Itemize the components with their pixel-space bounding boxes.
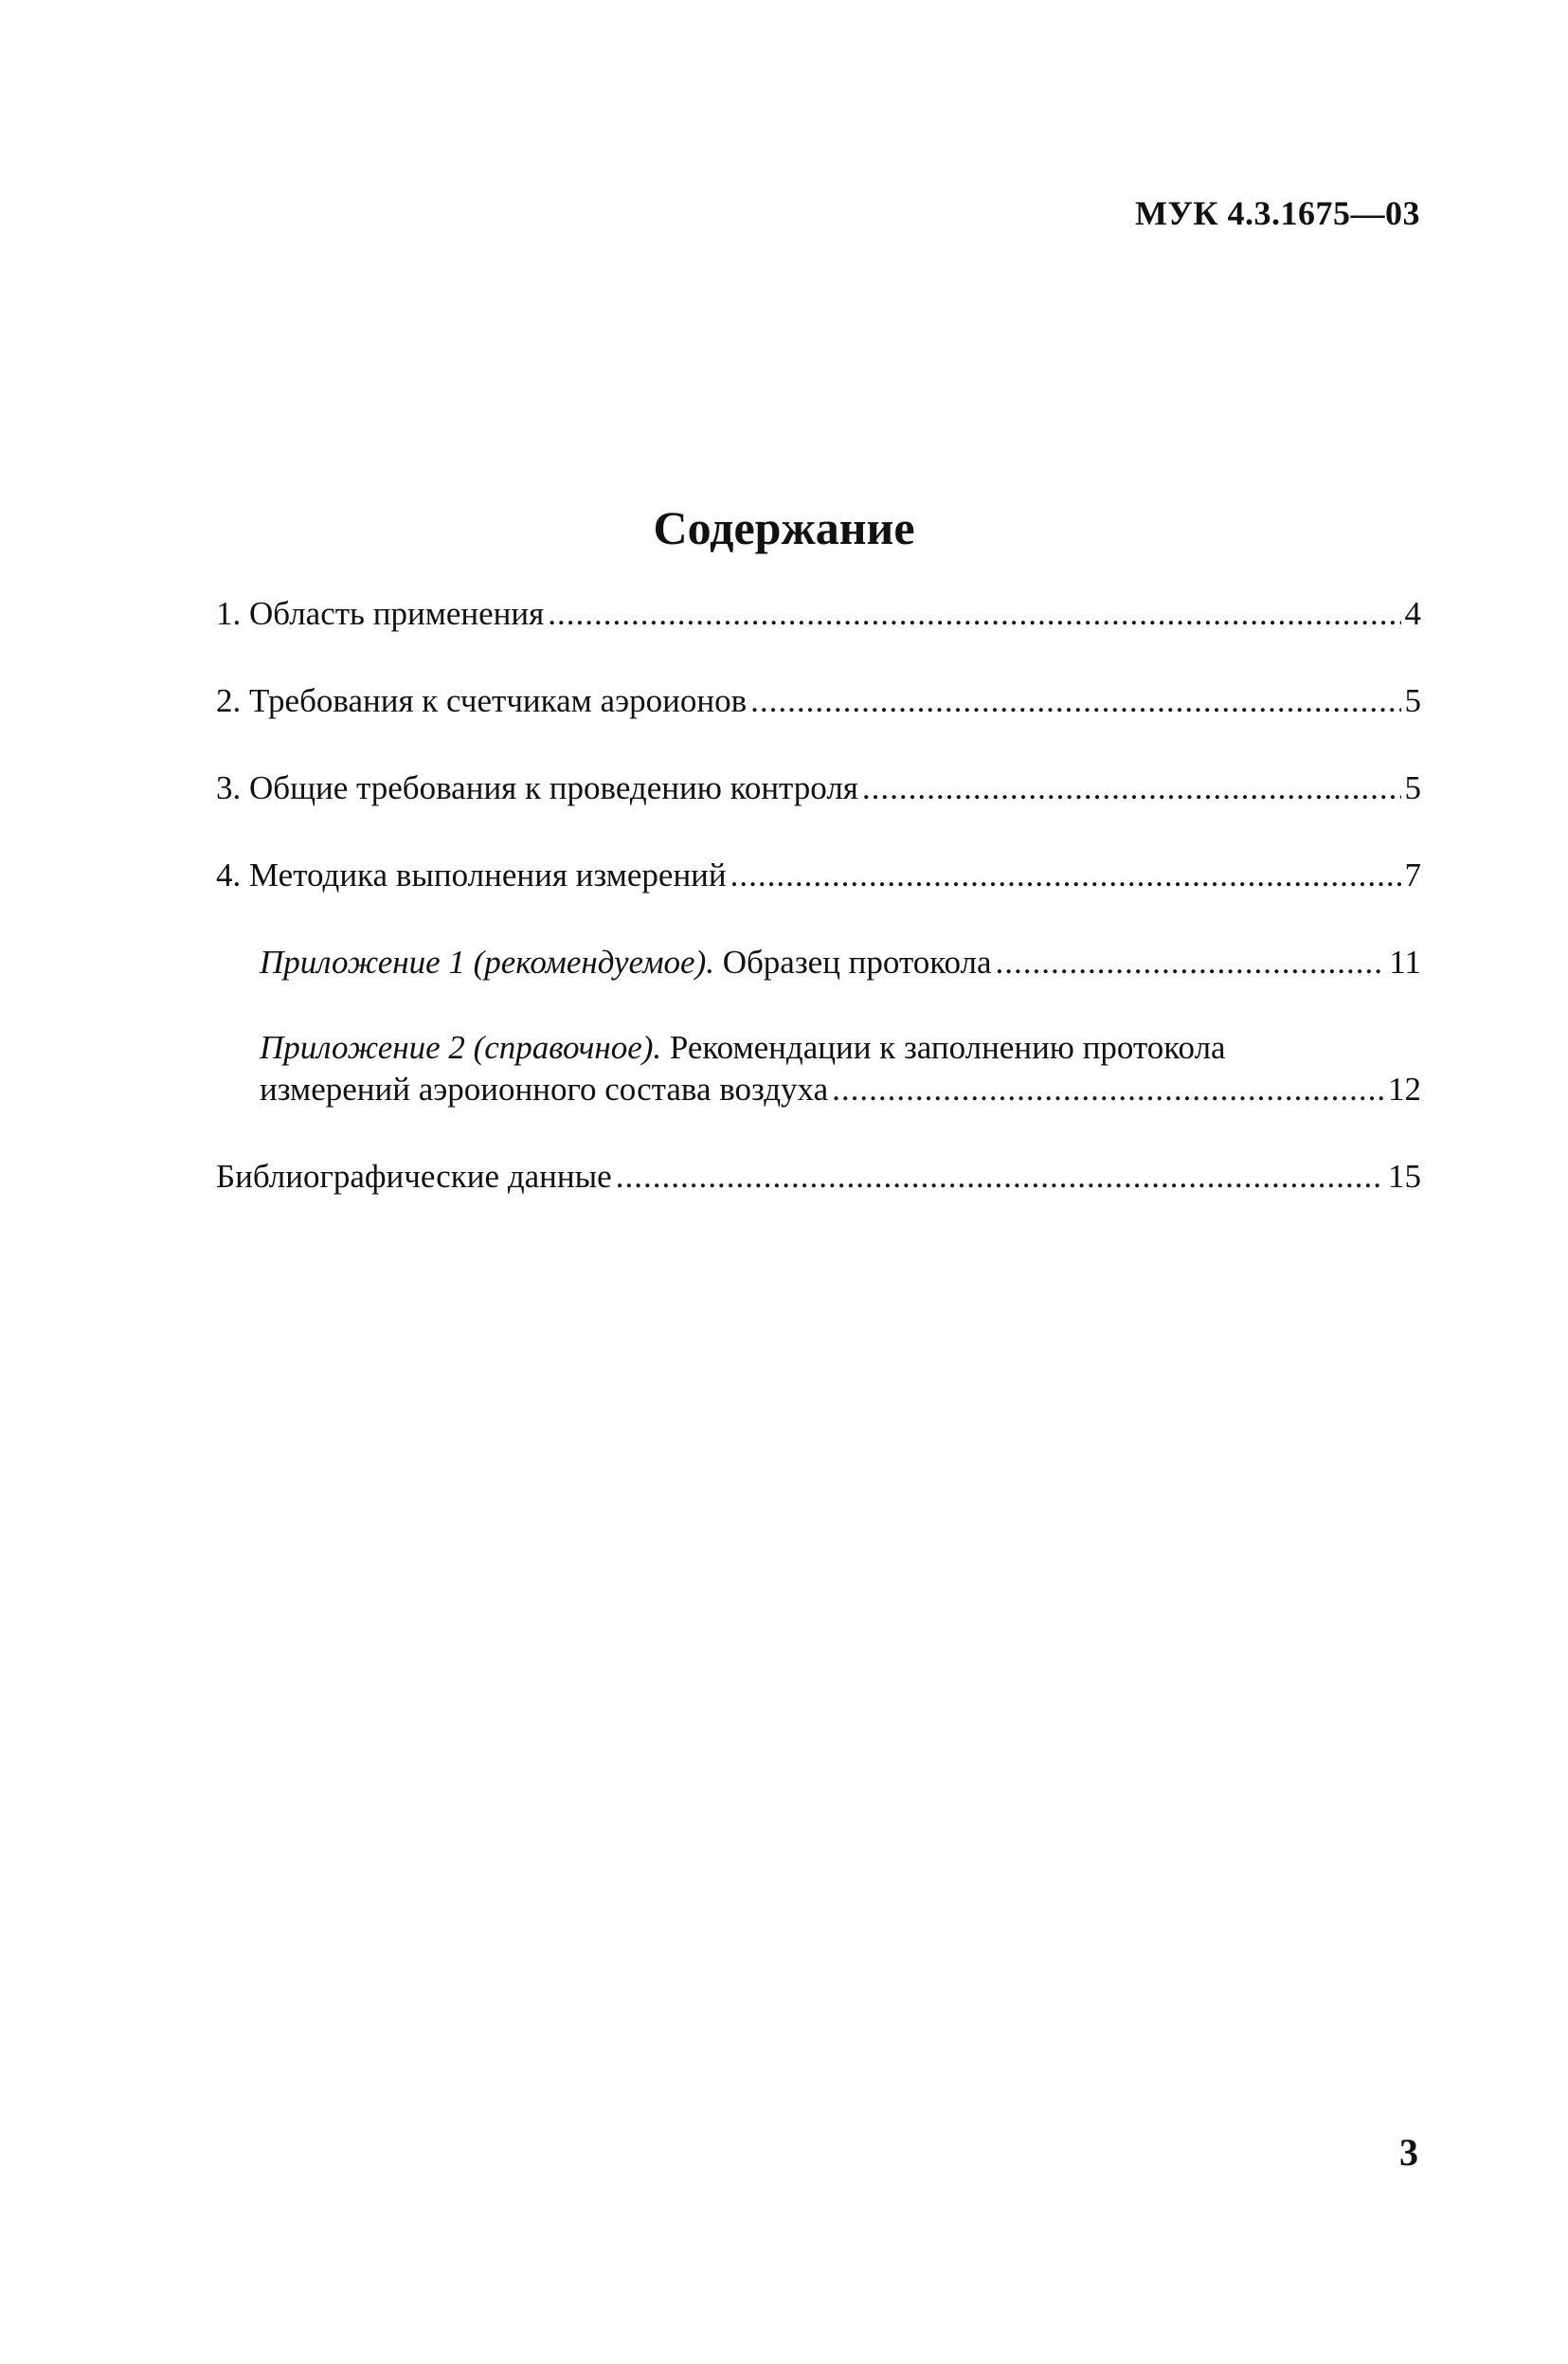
dot-leader	[730, 855, 1401, 896]
toc-entry-appendix-1[interactable]	[260, 942, 1421, 983]
dot-leader	[750, 680, 1400, 722]
toc-entry-label: 3. Общие требования к проведению контроля	[216, 769, 858, 806]
page-number: 3	[1399, 2131, 1418, 2174]
appendix-1-designation: Приложение 1 (рекомендуемое).	[260, 944, 714, 981]
dot-leader	[616, 1156, 1384, 1198]
toc-entry[interactable]	[216, 767, 1421, 809]
toc-entry[interactable]	[216, 680, 1421, 722]
toc-entry-page: 7	[1404, 857, 1421, 893]
toc-entry-label: 1. Область применения	[216, 595, 545, 632]
appendix-1-title: Образец протокола	[713, 944, 992, 981]
toc-entry-label: измерений аэроионного состава воздуха	[260, 1071, 829, 1108]
toc-entry-label	[260, 942, 992, 983]
toc-entry-label: 2. Требования к счетчикам аэроионов	[216, 682, 748, 719]
toc-entry-page: 5	[1404, 769, 1421, 806]
toc-entry[interactable]	[216, 855, 1421, 896]
toc-title: Содержание	[653, 501, 915, 554]
toc-entry-appendix-2[interactable]	[260, 1069, 1421, 1110]
dot-leader	[862, 767, 1401, 809]
toc-entry[interactable]	[216, 593, 1421, 635]
dot-leader	[832, 1069, 1384, 1110]
toc-entry-bibliography[interactable]	[216, 1156, 1421, 1198]
toc-entry-label: 4. Методика выполнения измерений	[216, 857, 727, 893]
toc-entry-page: 12	[1388, 1071, 1421, 1108]
dot-leader	[548, 593, 1400, 635]
toc-entry-page: 4	[1404, 595, 1421, 632]
toc-entry-page: 5	[1404, 682, 1421, 719]
dot-leader	[996, 942, 1386, 983]
appendix-2-title: Рекомендации к заполнению протокола	[661, 1029, 1226, 1066]
document-code: МУК 4.3.1675—03	[1134, 194, 1420, 232]
toc-entry-page: 15	[1388, 1158, 1421, 1195]
appendix-2-designation: Приложение 2 (справочное).	[260, 1029, 662, 1066]
toc-entry-appendix-2-first-line[interactable]	[260, 1027, 1226, 1069]
toc-entry-page: 11	[1389, 944, 1421, 981]
toc-entry-label: Библиографические данные	[216, 1158, 612, 1195]
